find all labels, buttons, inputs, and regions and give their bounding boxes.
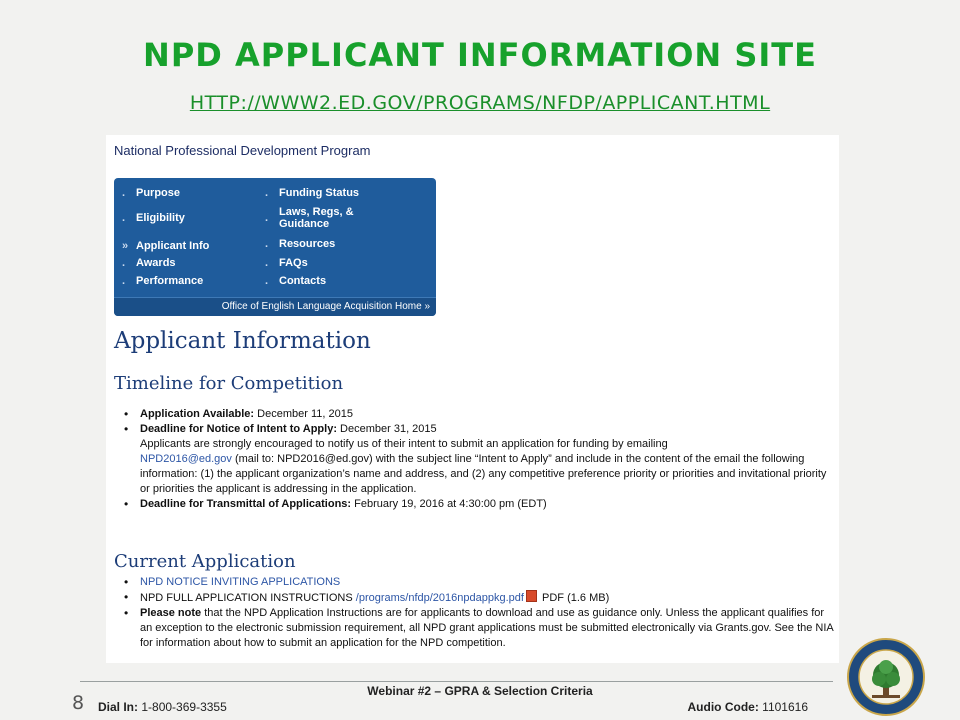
oela-home-link[interactable]: Office of English Language Acquisition Home » bbox=[114, 297, 436, 316]
current-application-list bbox=[120, 575, 835, 651]
footer-divider bbox=[80, 681, 833, 682]
applicant-site-link[interactable]: HTTP://WWW2.ED.GOV/PROGRAMS/NFDP/APPLICANT.HTML bbox=[189, 92, 771, 114]
list-item: • Please note that the NPD Application Instructions are for applicants to download and use as guidance only. Unless the applicant qualifies for an exception to the electronic submission requirement, all NPD grant applications must be submitted electronically via Grants.gov. See the NIA for information about how to submit an application for the NPD competition. bbox=[120, 606, 835, 651]
nav-item-eligibility[interactable]: . Eligibility bbox=[122, 212, 185, 224]
list-item bbox=[120, 575, 835, 590]
notice-link[interactable]: NPD NOTICE INVITING APPLICATIONS bbox=[140, 576, 341, 588]
nav-item-awards[interactable]: . Awards bbox=[122, 257, 176, 269]
nav-item-resources[interactable]: . Resources bbox=[265, 238, 336, 250]
page-heading: Applicant Information bbox=[114, 328, 371, 354]
instructions-pdf-link[interactable]: /programs/nfdp/2016npdappkg.pdf bbox=[355, 592, 524, 604]
slide-title: NPD APPLICANT INFORMATION SITE bbox=[143, 36, 817, 74]
list-item: • Deadline for Transmittal of Applications: February 19, 2016 at 4:30:00 pm (EDT) bbox=[120, 497, 835, 512]
intent-email-link[interactable]: NPD2016@ed.gov bbox=[140, 453, 232, 465]
nav-item-faqs[interactable]: . FAQs bbox=[265, 257, 308, 269]
nav-item-applicant-info[interactable]: » Applicant Info bbox=[122, 240, 210, 252]
list-item: • NPD FULL APPLICATION INSTRUCTIONS /programs/nfdp/2016npdappkg.pdf PDF (1.6 MB) bbox=[120, 590, 835, 606]
list-item: • Application Available: December 11, 2015 bbox=[120, 407, 835, 422]
timeline-heading: Timeline for Competition bbox=[114, 373, 344, 394]
timeline-list bbox=[120, 407, 835, 512]
nav-item-contacts[interactable]: . Contacts bbox=[265, 275, 327, 287]
nav-item-performance[interactable]: . Performance bbox=[122, 275, 204, 287]
department-of-education-seal-icon bbox=[846, 637, 926, 717]
nav-item-funding-status[interactable]: . Funding Status bbox=[265, 187, 360, 199]
page-number: 8 bbox=[72, 692, 85, 714]
nav-item-laws-regs-guidance[interactable]: . Laws, Regs, & Guidance bbox=[265, 206, 354, 230]
dial-in: Dial In: 1-800-369-3355 bbox=[98, 700, 227, 714]
nav-item-purpose[interactable]: . Purpose bbox=[122, 187, 181, 199]
audio-code: Audio Code: 1101616 bbox=[687, 700, 808, 714]
website-screenshot bbox=[106, 135, 839, 663]
site-name: National Professional Development Program bbox=[114, 143, 371, 158]
webinar-title: Webinar #2 – GPRA & Selection Criteria bbox=[367, 684, 593, 698]
pdf-icon bbox=[526, 590, 537, 602]
current-application-heading: Current Application bbox=[114, 551, 296, 572]
list-item: • Deadline for Notice of Intent to Apply: December 31, 2015 Applicants are strongly encouraged to notify us of their intent to submit an application for funding by emailing NPD2016@ed.gov (mail to: NPD2016@ed.gov) with the subject line “Intent to Apply” and include in the content of the email the following information: (1) the applicant organization’s name and address, and (2) any competitive preference priority or priorities and invitational priority or priorities the applicant is addressing in the application. bbox=[120, 422, 835, 497]
program-nav-box bbox=[114, 178, 436, 316]
